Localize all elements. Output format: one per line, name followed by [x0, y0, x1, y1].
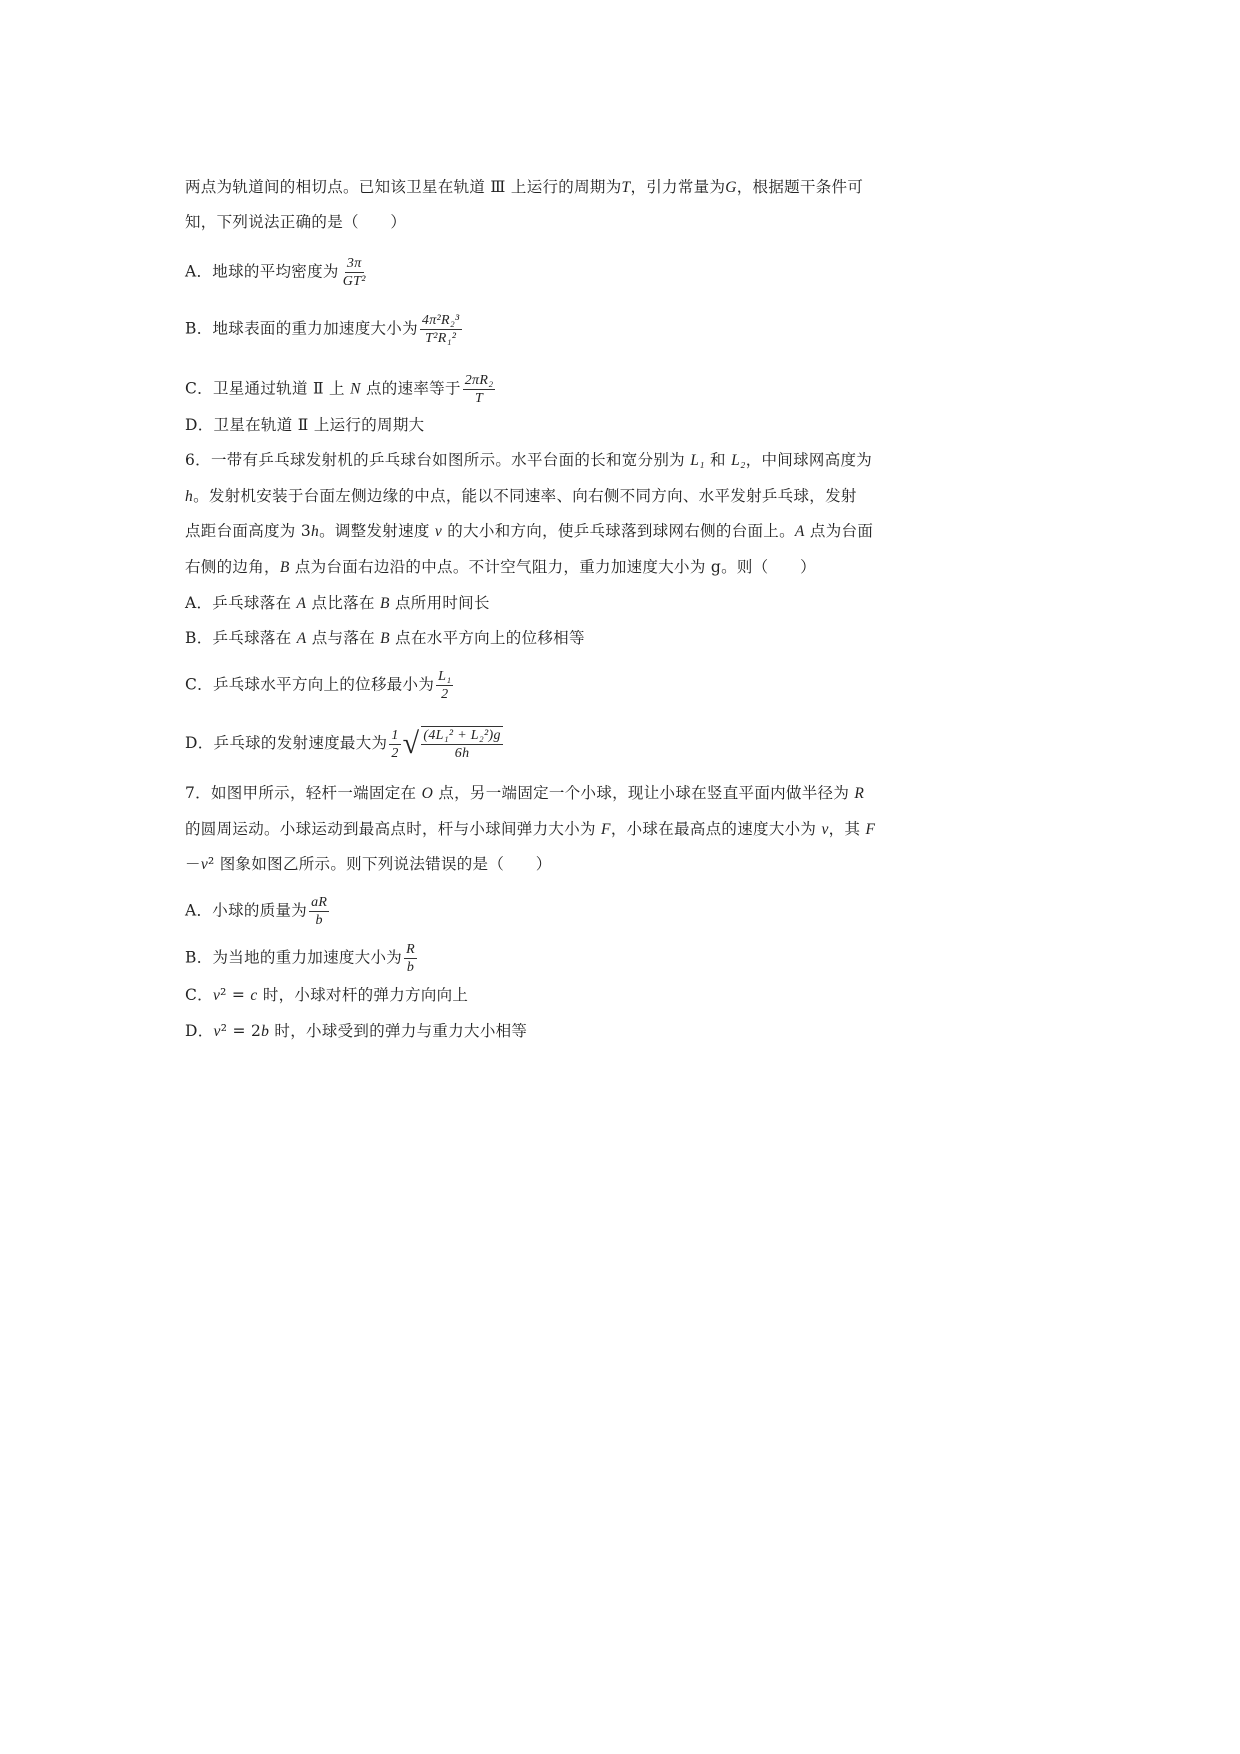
math-variable: v — [213, 1023, 221, 1040]
text-segment: C．乒乓球水平方向上的位移最小为 — [185, 675, 435, 694]
label-N: N — [813, 321, 823, 336]
math-variable: N — [350, 380, 361, 398]
q5-option-b — [185, 312, 464, 347]
caption-jia: 甲 — [603, 1022, 617, 1037]
q7-option-d — [185, 1021, 527, 1042]
math-variable: B — [380, 630, 390, 647]
math-variable: v — [212, 987, 221, 1004]
text-segment: 点为台面 — [804, 522, 874, 540]
numerator: 1 — [391, 727, 399, 743]
label-II: Ⅱ — [726, 287, 733, 302]
math-variable: v — [821, 821, 829, 838]
text-segment: 6．一带有乒乓球发射机的乒乓球台如图所示。水平台面的长和宽分别为 — [185, 451, 691, 469]
numerator: aR — [311, 895, 328, 910]
q6-option-b — [185, 628, 585, 649]
label-M: M — [703, 321, 715, 336]
denominator: T²R₁² — [425, 331, 457, 346]
label-B: B — [848, 664, 857, 679]
text-segment: 点在水平方向上的位移相等 — [389, 629, 585, 647]
text-segment: A．地球的平均密度为 — [185, 262, 339, 281]
fraction — [389, 727, 400, 762]
numerator: 2πR₂ — [464, 373, 494, 388]
label-O-origin: O — [729, 1000, 740, 1015]
numerator: 4π²R₂³ — [421, 313, 460, 328]
label-c: c — [808, 1001, 815, 1016]
q5-stem-2 — [185, 212, 406, 232]
text-segment: A．小球的质量为 — [185, 901, 308, 920]
text-segment: 点距台面高度为 3 — [185, 522, 311, 540]
text-segment: 和 — [704, 451, 732, 469]
text-segment: 点的速率等于 — [360, 379, 461, 398]
text-segment: 7．如图甲所示，轻杆一端固定在 — [185, 784, 422, 802]
label-A: A — [890, 635, 899, 650]
math-variable: R — [854, 785, 865, 802]
denominator: b — [315, 913, 323, 928]
numerator: 3π — [346, 256, 362, 271]
label-I: I — [765, 319, 770, 334]
q5-option-a — [185, 255, 370, 290]
text-segment: ，根据题干条件可 — [736, 178, 864, 196]
text-segment: 点所用时间长 — [389, 594, 490, 612]
label-O: O — [593, 964, 604, 979]
math-variable: A — [794, 523, 805, 540]
text-segment: 两点为轨道间的相切点。已知该卫星在轨道 Ⅲ 上运行的周期为 — [185, 178, 622, 196]
label-L2: L₂ — [858, 689, 871, 704]
text-segment: A．乒乓球落在 — [185, 594, 297, 612]
text-segment: ² 图象如图乙所示。则下列说法错误的是（ ） — [208, 855, 552, 873]
math-variable: h — [311, 523, 320, 540]
caption-yi: 乙 — [776, 1022, 790, 1037]
math-variable: T — [621, 179, 631, 196]
label-b: b — [778, 1001, 785, 1016]
numerator: L₁ — [438, 669, 452, 684]
math-variable: L₁ — [690, 452, 705, 469]
text-segment: 时，小球对杆的弹力方向向上 — [257, 986, 469, 1004]
text-segment: C．卫星通过轨道 Ⅱ 上 — [185, 379, 351, 398]
text-segment: D．卫星在轨道 Ⅱ 上运行的周期大 — [185, 416, 425, 434]
denominator: b — [406, 960, 415, 975]
denominator: T — [475, 391, 484, 406]
text-segment: B．地球表面的重力加速度大小为 — [185, 319, 418, 338]
text-segment: 点比落在 — [306, 594, 380, 612]
q7-option-a — [185, 894, 331, 929]
text-segment: 。发射机安装于台面左侧边缘的中点，能以不同速率、向右侧不同方向、水平发射乒乓球，发射 — [193, 487, 857, 505]
denominator: GT² — [342, 274, 366, 289]
text-segment: D．乒乓球的发射速度最大为 — [185, 734, 388, 752]
math-variable: O — [421, 785, 434, 802]
text-segment: 点为台面右边沿的中点。不计空气阻力，重力加速度大小为 g。则（ ） — [289, 558, 816, 576]
denominator: 2 — [441, 687, 449, 702]
q7-option-c — [185, 985, 468, 1006]
text-segment: B．为当地的重力加速度大小为 — [185, 948, 403, 967]
fraction — [436, 668, 453, 703]
text-segment: ，中间球网高度为 — [745, 451, 873, 469]
label-L1: L₁ — [720, 715, 733, 730]
math-variable: c — [250, 987, 258, 1004]
math-variable: A — [296, 630, 307, 647]
text-segment: 的大小和方向，使乒乓球落到球网右侧的台面上。 — [442, 522, 795, 540]
text-segment: 的圆周运动。小球运动到最高点时，杆与小球间弹力大小为 — [185, 820, 602, 838]
q5-stem-1 — [185, 177, 863, 198]
math-variable: v — [434, 523, 443, 540]
q6-stem-2 — [185, 486, 857, 507]
square-root — [403, 726, 505, 762]
q6-option-a — [185, 593, 490, 614]
label-net: 球网 — [797, 617, 824, 632]
q7-stem-3 — [185, 854, 552, 875]
text-segment: － — [185, 855, 201, 873]
text-segment: 知，下列说法正确的是（ ） — [185, 213, 407, 231]
q7-stem-1 — [185, 783, 864, 804]
launch-point — [656, 634, 664, 642]
math-variable: B — [379, 595, 390, 612]
fraction — [404, 941, 417, 976]
label-v2: v² — [845, 1005, 856, 1020]
q6-option-d — [185, 726, 505, 762]
f-v2-line — [740, 918, 832, 998]
text-segment: 时，小球受到的弹力与重力大小相等 — [269, 1022, 528, 1040]
q7-stem-2 — [185, 819, 875, 840]
q7-option-b — [185, 941, 419, 976]
denominator: 2 — [391, 745, 399, 761]
fraction — [309, 894, 329, 929]
text-segment: ² = 2 — [220, 1022, 262, 1040]
math-variable: F — [601, 821, 611, 838]
table-front — [624, 700, 829, 712]
q6-stem-4 — [185, 557, 816, 578]
label-a: a — [729, 924, 736, 939]
text-segment: ² = — [220, 986, 251, 1004]
fraction — [463, 372, 496, 407]
math-variable: A — [296, 595, 307, 612]
label-3h: 3h — [634, 652, 648, 667]
math-variable: b — [261, 1023, 270, 1040]
label-F: F — [725, 895, 734, 910]
denominator: 6h — [454, 746, 470, 761]
text-segment: 点，另一端固定一个小球，现让小球在竖直平面内做半径为 — [433, 784, 855, 802]
numerator: (4L₁² + L₂²)g — [423, 728, 501, 743]
math-variable: v — [200, 856, 208, 873]
math-variable: L₂ — [731, 452, 746, 469]
fraction — [420, 312, 462, 347]
q5-option-c — [185, 372, 497, 407]
math-variable: B — [279, 559, 290, 576]
text-segment: ，小球在最高点的速度大小为 — [610, 820, 822, 838]
fraction — [341, 255, 368, 290]
label-R: R — [589, 939, 598, 954]
q6-option-c — [185, 668, 455, 703]
ball — [797, 663, 807, 673]
numerator: R — [406, 942, 415, 957]
text-segment: ，其 — [828, 820, 866, 838]
label-launch-point: 发射点 — [684, 611, 724, 626]
text-segment: B．乒乓球落在 — [185, 629, 297, 647]
text-segment: ，引力常量为 — [630, 178, 726, 196]
fraction — [421, 726, 502, 762]
label-III: Ⅲ — [758, 249, 768, 264]
text-segment: 点与落在 — [306, 629, 381, 647]
earth — [726, 309, 760, 343]
radical-sign: √ — [402, 727, 420, 760]
option-letter: C． — [185, 986, 213, 1004]
math-variable: G — [725, 179, 737, 196]
math-variable: h — [185, 488, 194, 505]
q6-stem-1 — [185, 450, 872, 471]
text-segment: 右侧的边角， — [185, 558, 280, 576]
q5-option-d — [185, 415, 424, 435]
table-top — [624, 650, 898, 700]
option-letter: D． — [185, 1022, 214, 1040]
q6-stem-3 — [185, 521, 873, 542]
text-segment: 。调整发射速度 — [319, 522, 435, 540]
math-variable: F — [865, 821, 876, 838]
